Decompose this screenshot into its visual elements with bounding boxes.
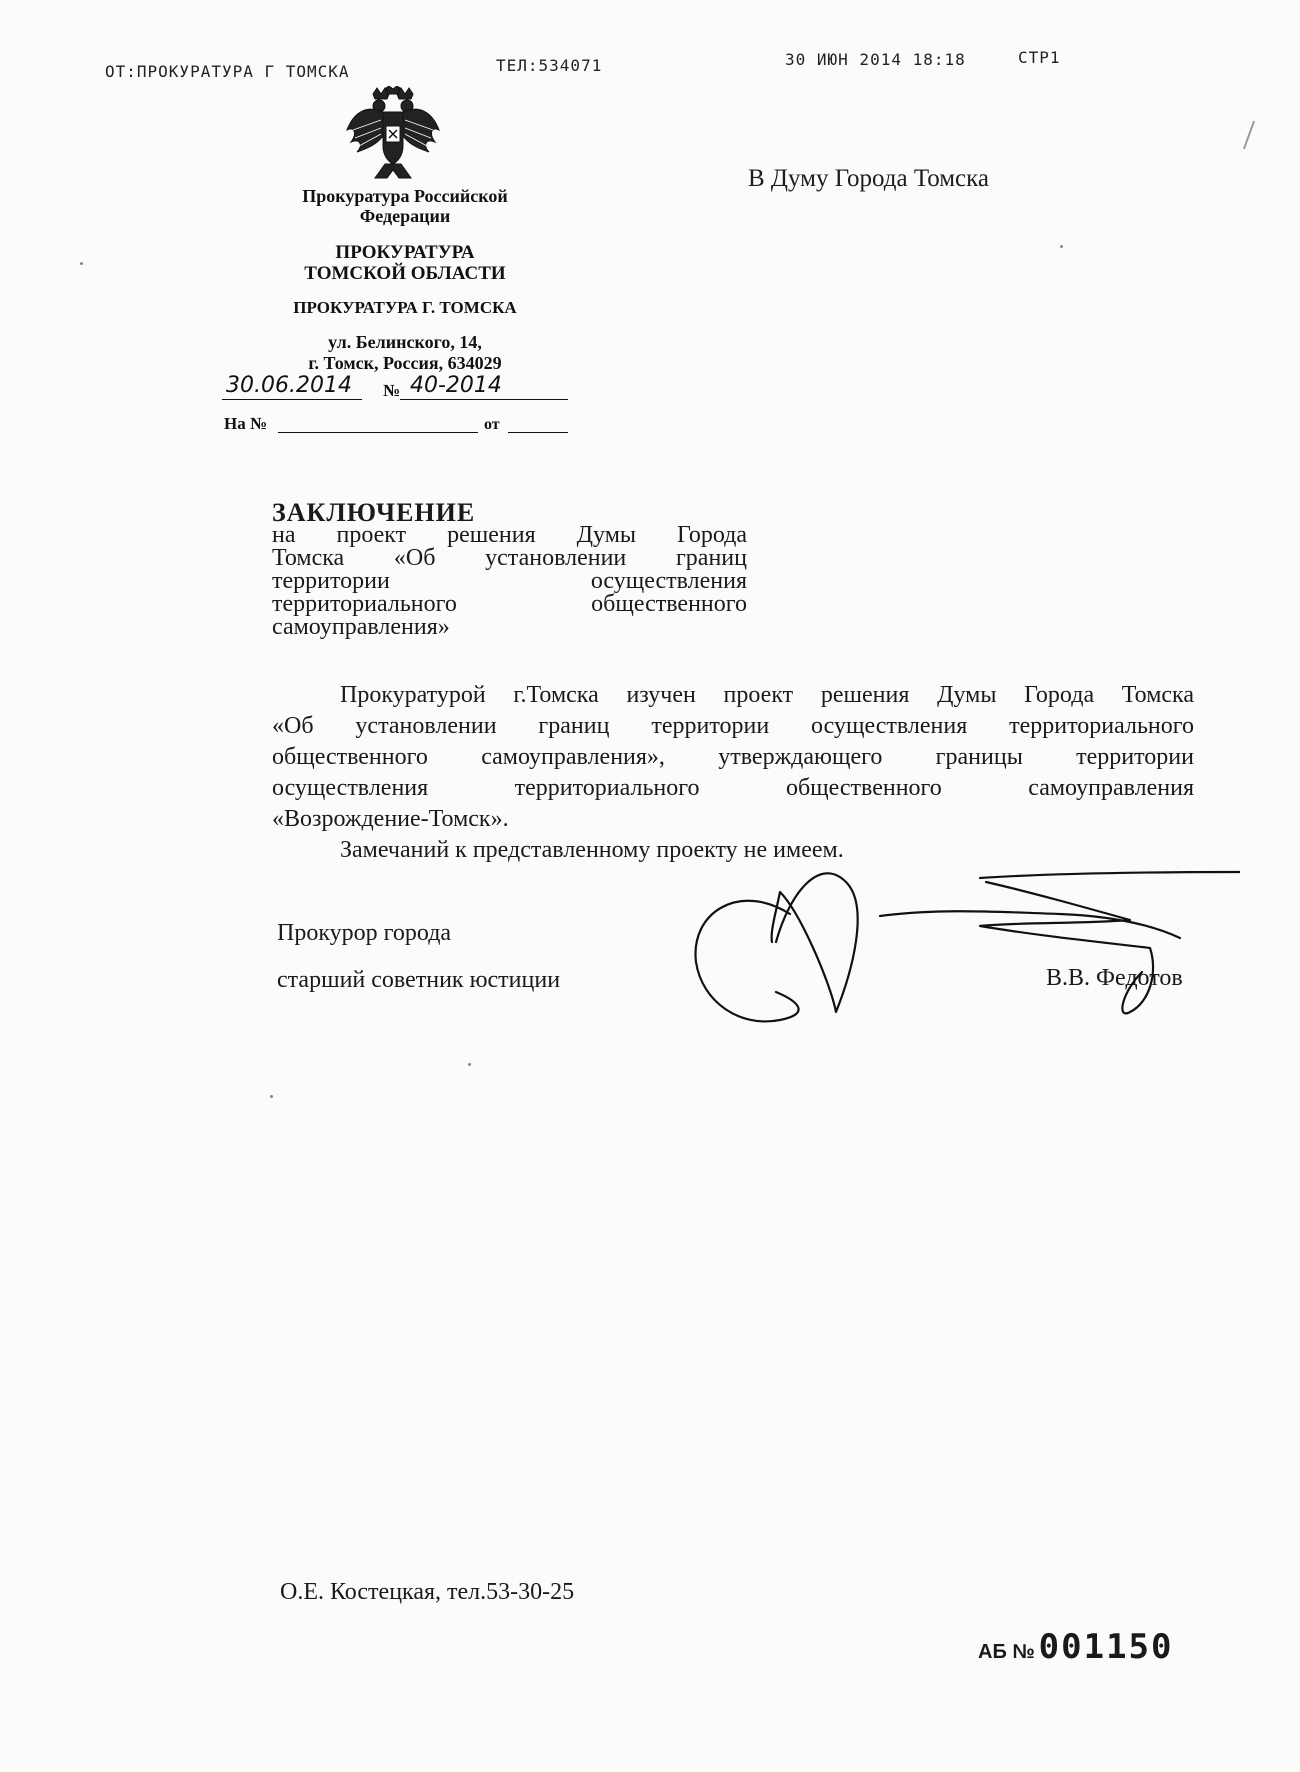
letterhead-office: ПРОКУРАТУРА Г. ТОМСКА (293, 298, 517, 317)
document-subject (272, 524, 747, 639)
date-underline (222, 399, 362, 400)
signatory-position-1: Прокурор города (277, 920, 452, 946)
signatory-position-2: старший советник юстиции (277, 967, 561, 993)
dept-line-1: ПРОКУРАТУРА (335, 242, 475, 263)
dept-line-2: ТОМСКОЙ ОБЛАСТИ (304, 263, 506, 284)
form-serial (978, 1627, 1174, 1667)
form-serial-number: 001150 (1038, 1627, 1174, 1667)
form-serial-prefix: АБ № (978, 1641, 1035, 1663)
document-body (272, 680, 1194, 835)
subject-line: самоуправления» (272, 614, 450, 640)
scan-speck (270, 1095, 273, 1098)
scan-mark (1243, 121, 1255, 150)
letterhead-dept (255, 242, 555, 284)
subject-line: Томска «Об установлении границ (272, 545, 747, 571)
body-line: общественного самоуправления», утверждающего границы территории (272, 744, 1194, 770)
reference-label: На № (224, 414, 268, 433)
body-line: «Возрождение-Томск». (272, 806, 509, 832)
coat-of-arms-emblem (343, 86, 443, 186)
signatory-name: В.В. Федотов (1046, 965, 1183, 991)
handwritten-number: 40-2014 (410, 373, 502, 398)
letterhead-org (255, 186, 555, 226)
fax-phone: ТЕЛ:534071 (496, 56, 603, 75)
body-line: Прокуратурой г.Томска изучен проект решения Думы Города Томска (340, 682, 1194, 708)
scan-speck (468, 1063, 471, 1066)
number-underline (400, 399, 568, 400)
body-line: «Об установлении границ территории осуществления территориального (272, 713, 1194, 739)
fax-page: СТР1 (1018, 48, 1061, 67)
org-line-1: Прокуратура Российской (302, 186, 508, 206)
fax-datetime: 30 ИЮН 2014 18:18 (785, 50, 966, 69)
handwritten-signature (680, 852, 1240, 1032)
document-remark: Замечаний к представленному проекту не имеем. (340, 837, 844, 863)
document-title: ЗАКЛЮЧЕНИЕ (272, 498, 476, 527)
subject-line: на проект решения Думы Города (272, 522, 747, 548)
number-label: № (383, 381, 401, 400)
address-line-2: г. Томск, Россия, 634029 (308, 353, 502, 373)
address-line-1: ул. Белинского, 14, (328, 332, 482, 352)
handwritten-date: 30.06.2014 (226, 373, 352, 398)
executor-contact: О.Е. Костецкая, тел.53-30-25 (280, 1579, 575, 1605)
reference-from-underline (508, 432, 568, 433)
scan-speck (1060, 245, 1063, 248)
subject-line: территории осуществления (272, 568, 747, 594)
addressee: В Думу Города Томска (748, 165, 990, 192)
scan-speck (80, 262, 83, 265)
subject-line: территориального общественного (272, 591, 747, 617)
reference-from-label: от (484, 416, 500, 433)
org-line-2: Федерации (359, 206, 451, 226)
reference-underline (278, 432, 478, 433)
fax-sender: ОТ:ПРОКУРАТУРА Г ТОМСКА (105, 62, 350, 81)
body-line: осуществления территориального общественного самоуправления (272, 775, 1194, 801)
letterhead-address (255, 332, 555, 374)
